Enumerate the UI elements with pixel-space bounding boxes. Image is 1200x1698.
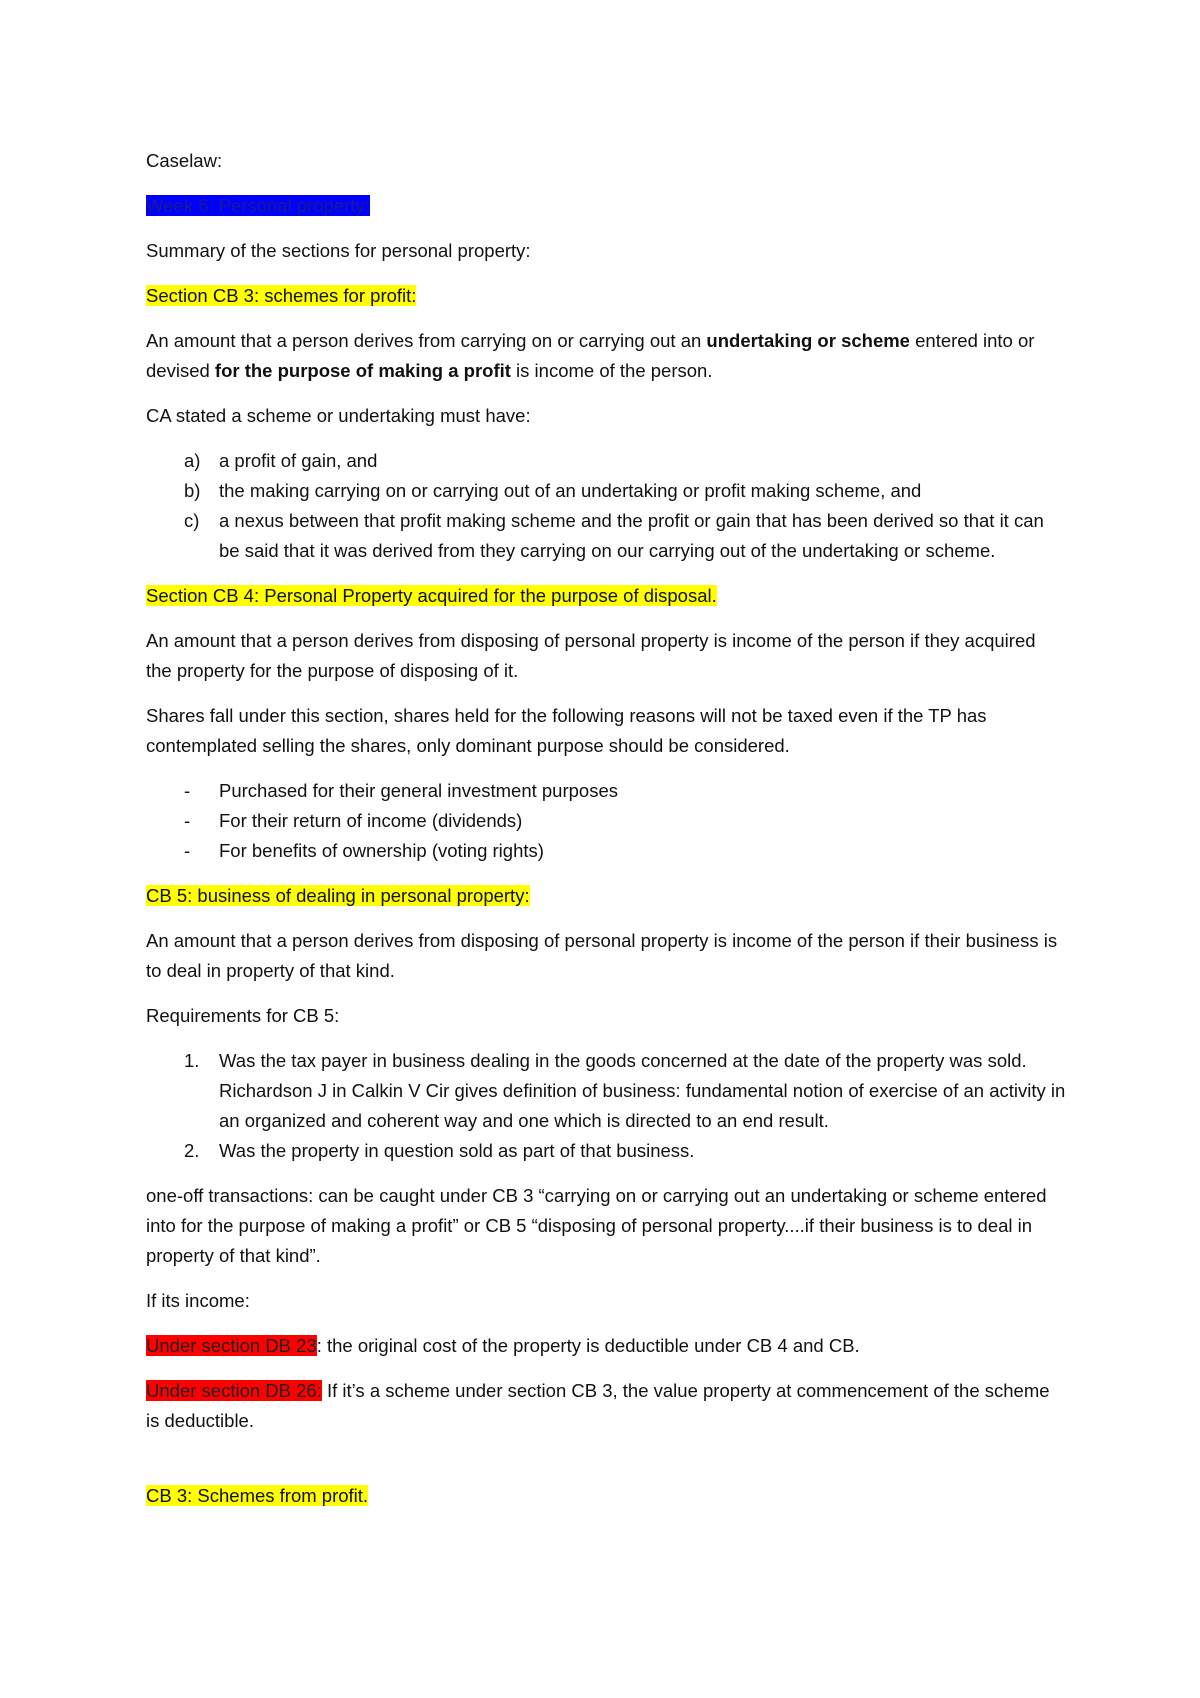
list-item-text: a profit of gain, and [219,450,378,471]
list-item-text: For their return of income (dividends) [219,810,523,831]
cb4-shares-note: Shares fall under this section, shares held for the following reasons will not be taxed even if the TP has contemplated selling the shares, only dominant purpose should be considered. [146,705,987,756]
list-marker: - [184,810,191,831]
cb4-heading [146,581,1066,611]
db23-label: Under section DB 23 [146,1335,317,1356]
list-item-text: a nexus between that profit making scheme and the profit or gain that has been derived so that it can be said that it was derived from they carrying on our carrying out of the undertaking or scheme. [219,510,1044,561]
list-marker: - [184,840,191,861]
cb5-heading-highlight: CB 5: business of dealing in personal property: [146,885,530,906]
list-item [146,806,1066,836]
cb5-requirements-intro: Requirements for CB 5: [146,1005,340,1026]
week-heading-highlight: Week 6: Personal property: [146,195,370,216]
cb3-def-part: An amount that a person derives from carrying on or carrying out an [146,330,707,351]
cb4-reasons-list [146,776,1066,866]
db26-label: Under section DB 26: [146,1380,322,1401]
list-item-text: For benefits of ownership (voting rights) [219,840,544,861]
cb3-schemes-heading [146,1481,1066,1511]
cb3-ca-intro: CA stated a scheme or undertaking must have: [146,405,531,426]
db23-text: : the original cost of the property is deductible under CB 4 and CB. [316,1335,860,1356]
summary-intro: Summary of the sections for personal property: [146,240,531,261]
list-item [146,506,1066,566]
if-income: If its income: [146,1290,250,1311]
list-marker: c) [184,510,200,531]
cb3-heading-highlight: Section CB 3: schemes for profit: [146,285,417,306]
document-body [146,146,1066,1526]
db26-text: If it’s a scheme under section CB 3, the value property at commencement of the scheme is deductible. [146,1380,1050,1431]
cb3-def-bold: for the purpose of making a profit [214,360,511,381]
cb3-heading [146,281,1066,311]
caselaw-heading: Caselaw: [146,150,223,171]
list-item [146,446,1066,476]
list-item [146,476,1066,506]
cb3-def-part: entered into or devised [146,330,1035,381]
cb5-requirements-list [146,1046,1066,1166]
cb5-definition: An amount that a person derives from disposing of personal property is income of the person if their business is to deal in property of that kind. [146,930,1058,981]
list-marker: - [184,780,191,801]
list-marker: b) [184,480,201,501]
cb3-definition [146,326,1066,386]
one-off-transactions: one-off transactions: can be caught under CB 3 “carrying on or carrying out an undertaking or scheme entered into for the purpose of making a profit” or CB 5 “disposing of personal property....if their business is to deal in property of that kind”. [146,1185,1047,1266]
blank-line [146,1451,1066,1481]
list-item [146,1046,1066,1136]
cb3-def-bold: undertaking or scheme [706,330,910,351]
cb5-heading [146,881,1066,911]
cb3-schemes-heading-highlight: CB 3: Schemes from profit. [146,1485,369,1506]
list-item-text: the making carrying on or carrying out of an undertaking or profit making scheme, and [219,480,922,501]
list-marker: a) [184,450,201,471]
cb4-heading-highlight: Section CB 4: Personal Property acquired for the purpose of disposal. [146,585,717,606]
db26-paragraph [146,1376,1066,1436]
cb3-requirements-list [146,446,1066,566]
list-item [146,776,1066,806]
list-item [146,836,1066,866]
cb3-def-part: is income of the person. [510,360,713,381]
list-item-text: Was the tax payer in business dealing in the goods concerned at the date of the property was sold. Richardson J in Calkin V Cir gives definition of business: fundamental notion of exercise of an activity in an organized and coherent way and one which is directed to an end result. [219,1050,1066,1131]
db23-paragraph [146,1331,1066,1361]
week-heading [146,191,1066,221]
list-marker: 1. [184,1050,200,1071]
list-item-text: Was the property in question sold as part of that business. [219,1140,695,1161]
cb4-definition: An amount that a person derives from disposing of personal property is income of the person if they acquired the property for the purpose of disposing of it. [146,630,1036,681]
list-item-text: Purchased for their general investment purposes [219,780,618,801]
list-marker: 2. [184,1140,200,1161]
list-item [146,1136,1066,1166]
